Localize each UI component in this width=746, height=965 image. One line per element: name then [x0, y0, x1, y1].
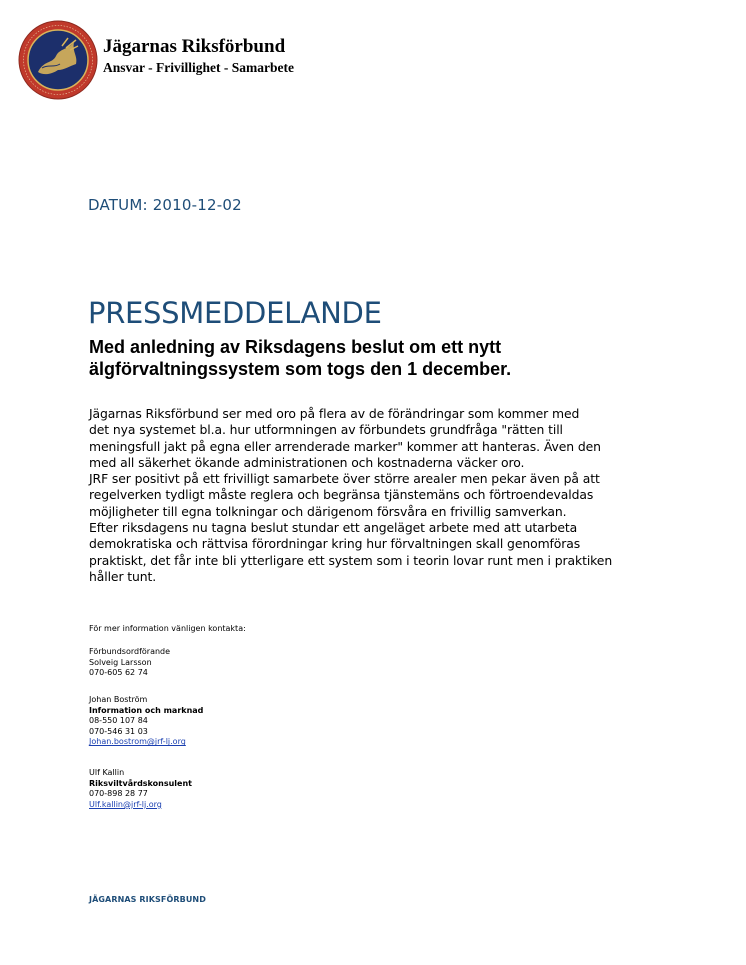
headline-line: älgförvaltningssystem som togs den 1 december. — [89, 359, 512, 379]
contact-role: Riksviltvårdskonsulent — [89, 778, 192, 788]
body-line: regelverken tydligt måste reglera och begränsa tjänstemäns och förtroendevaldas — [89, 487, 594, 503]
body-line: med all säkerhet ökande administrationen och kostnaderna väcker oro. — [89, 454, 525, 470]
contact-intro-text: För mer information vänligen kontakta: — [89, 624, 246, 633]
contact-intro — [89, 624, 246, 635]
headline-line: Med anledning av Riksdagens beslut om ett nytt — [89, 337, 502, 357]
contact-phone: 08-550 107 84 — [89, 716, 148, 726]
body-line: möjligheter till egna tolkningar och därigenom försvåra en frivillig samverkan. — [89, 503, 567, 519]
contact-role: Förbundsordförande — [89, 647, 171, 656]
body-line: Jägarnas Riksförbund ser med oro på flera av de förändringar som kommer med — [89, 406, 580, 421]
footer-org-name: JÄGARNAS RIKSFÖRBUND — [89, 895, 206, 904]
jrf-emblem-logo — [18, 20, 98, 100]
document-title: PRESSMEDDELANDE — [88, 296, 382, 330]
org-name: Jägarnas Riksförbund — [103, 36, 286, 57]
body-line: JRF ser positivt på ett frivilligt samarbete över större arealer men pekar även på att — [89, 471, 600, 487]
body-line: meningsfull jakt på egna eller arrenderade marker" kommer att hanteras. Även den — [89, 438, 601, 454]
body-line: håller tunt. — [89, 568, 157, 584]
contact-name: Ulf Kallin — [89, 768, 125, 777]
body-line: demokratiska och rättvisa förordningar kring hur förvaltningen skall genomföras — [89, 536, 581, 552]
contact-block-bostrom — [89, 695, 203, 748]
contact-email-link[interactable]: Johan.bostrom@jrf-lj.org — [89, 737, 186, 747]
body-line: Efter riksdagens nu tagna beslut stundar ett angeläget arbete med att utarbeta — [89, 520, 578, 536]
headline — [89, 336, 649, 380]
org-motto: Ansvar - Frivillighet - Samarbete — [103, 60, 294, 75]
contact-block-kallin — [89, 768, 192, 810]
body-line: praktiskt, det får inte bli ytterligare ett system som i teorin lovar runt men i praktiken — [89, 552, 613, 568]
contact-role: Information och marknad — [89, 705, 204, 715]
contact-email-link[interactable]: Ulf.kallin@jrf-lj.org — [89, 799, 162, 809]
body-text — [89, 406, 669, 585]
contact-name: Johan Boström — [89, 695, 148, 704]
contact-phone: 070-898 28 77 — [89, 789, 148, 799]
contact-block-chairman — [89, 647, 170, 679]
contact-phone: 070-546 31 03 — [89, 726, 148, 736]
document-date: DATUM: 2010-12-02 — [88, 196, 242, 214]
contact-phone: 070-605 62 74 — [89, 668, 148, 678]
contact-name: Solveig Larsson — [89, 657, 152, 667]
body-line: det nya systemet bl.a. hur utformningen av förbundets grundfråga "rätten till — [89, 422, 563, 438]
